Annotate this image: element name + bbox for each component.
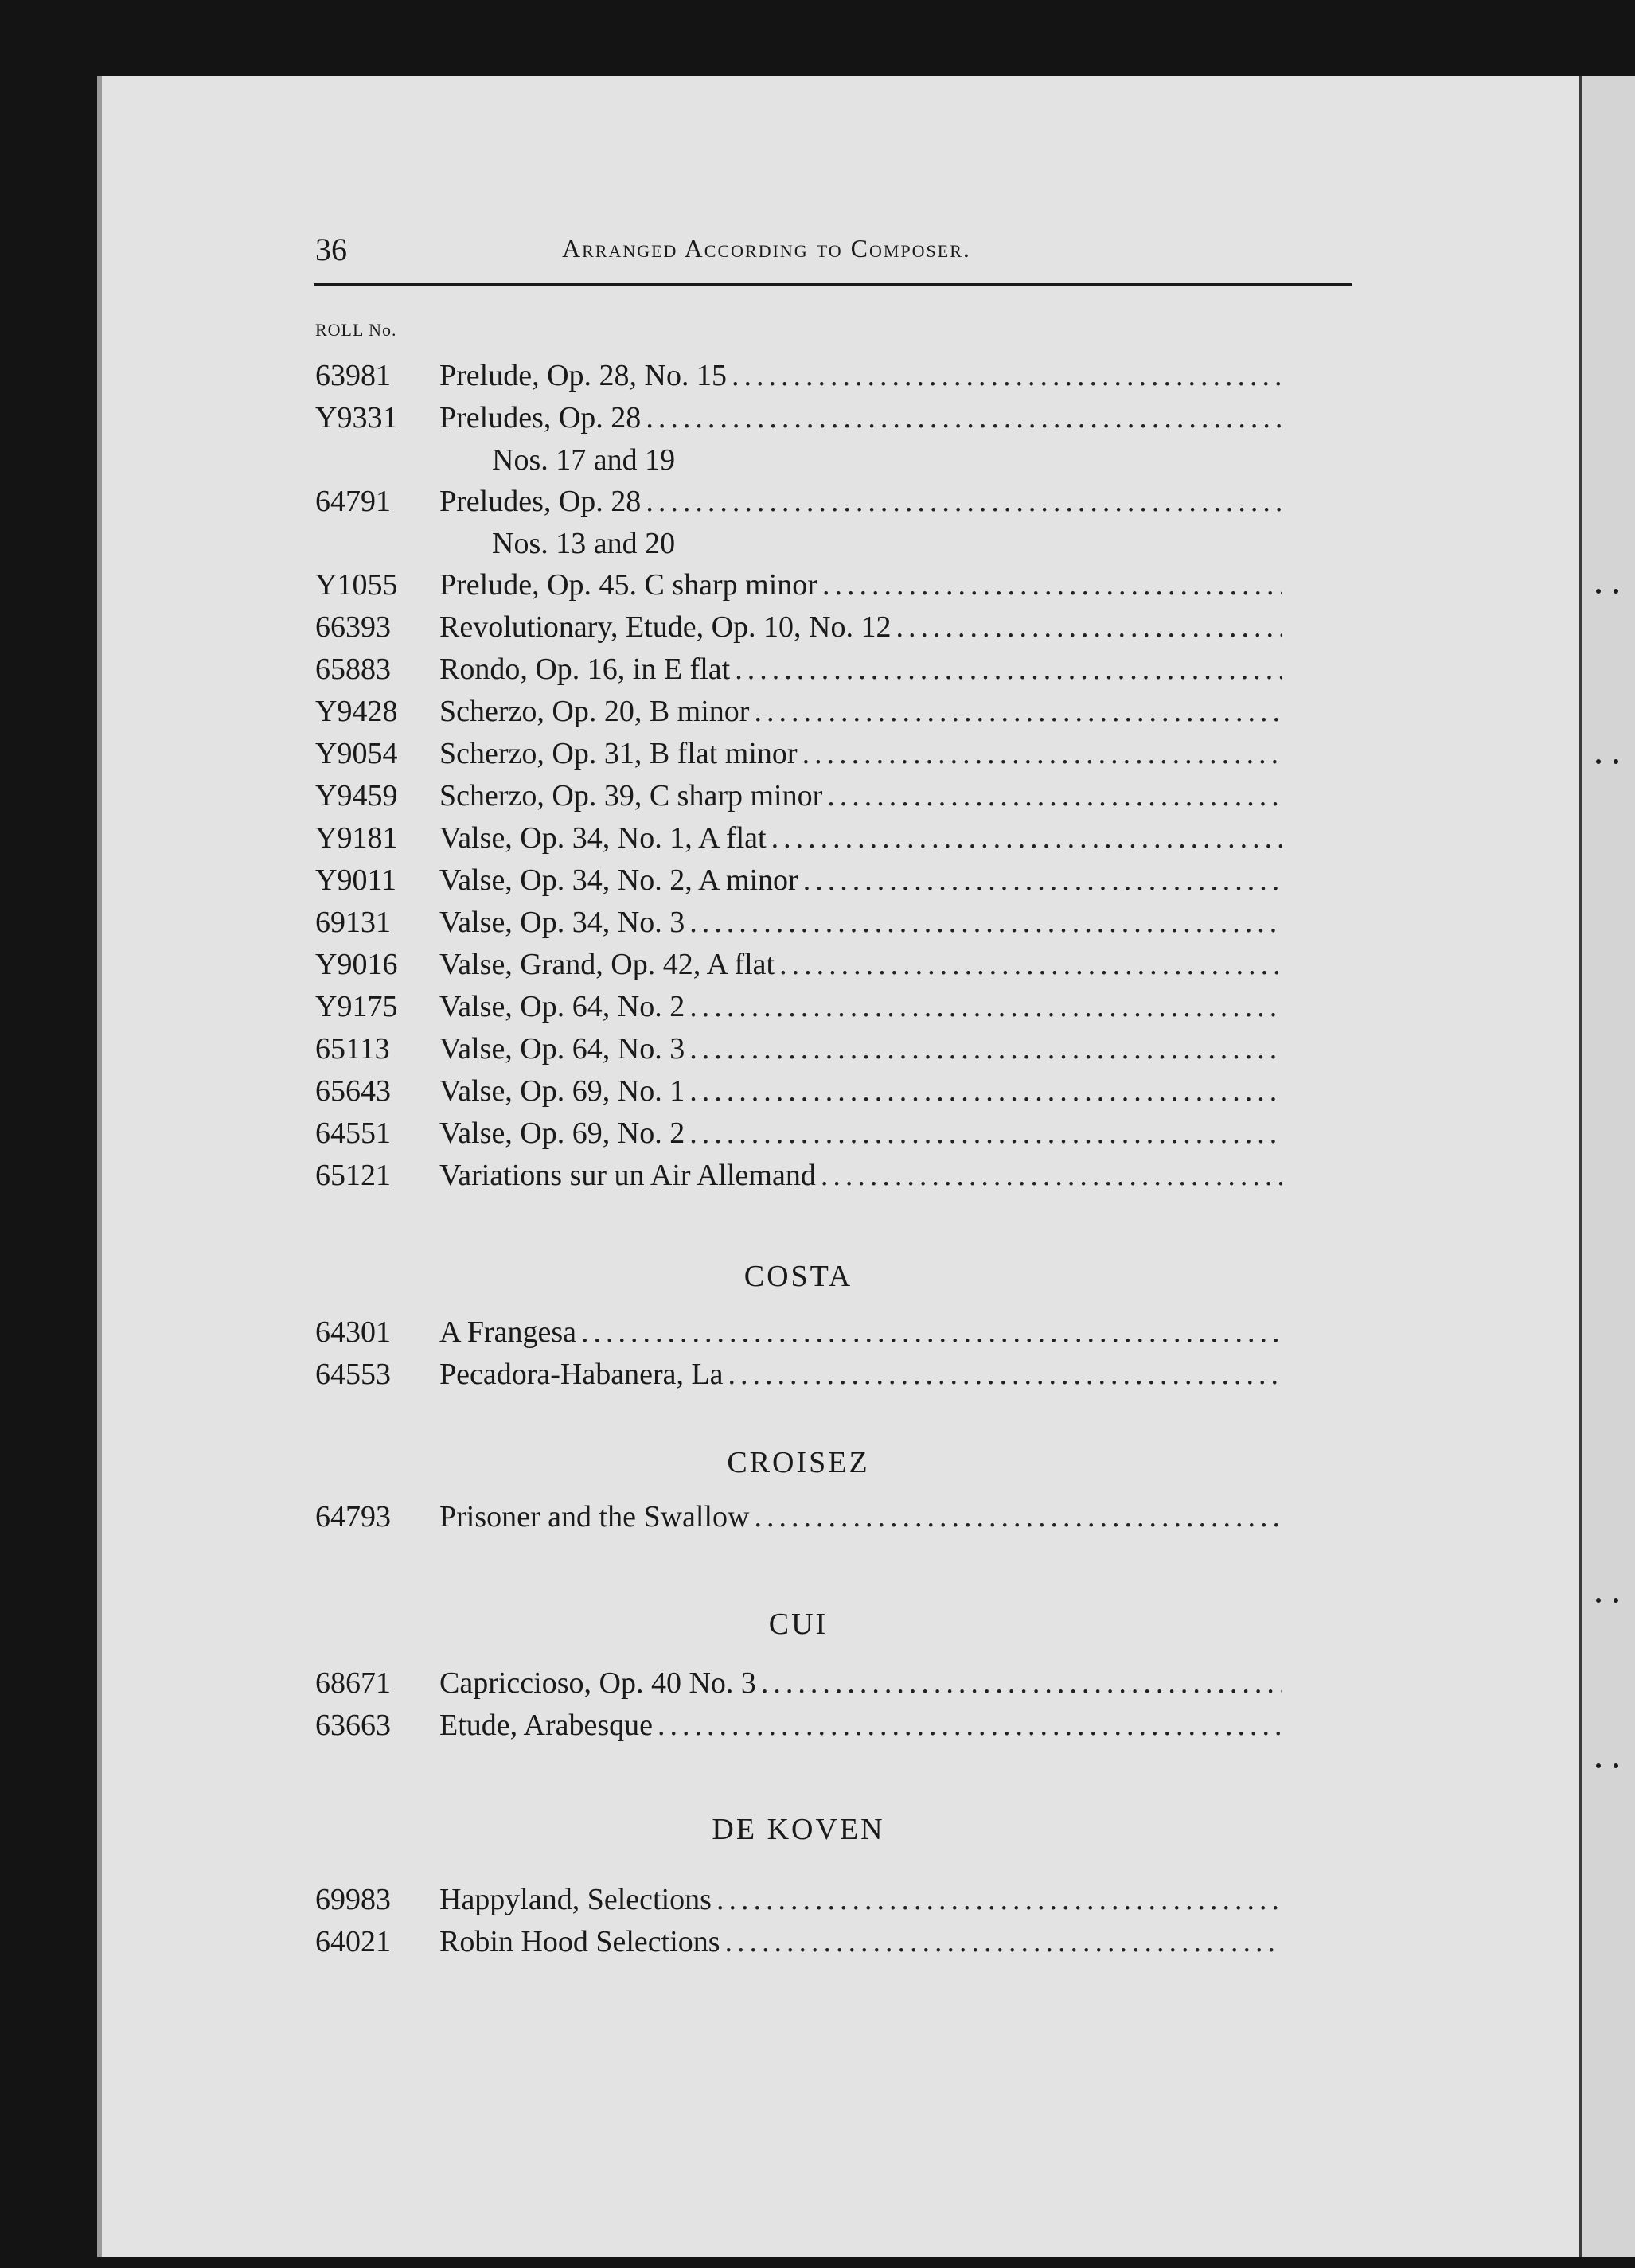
- piece-title: Valse, Op. 69, No. 1: [439, 1074, 685, 1108]
- dot-leader: [689, 989, 1282, 1024]
- page-header: [315, 231, 1352, 286]
- piece-title: Valse, Op. 64, No. 3: [439, 1032, 685, 1066]
- piece-title: Revolutionary, Etude, Op. 10, No. 12: [439, 610, 892, 644]
- catalog-entry: [315, 1708, 1282, 1750]
- catalog-entry: [315, 778, 1282, 820]
- catalog-entry: [315, 567, 1282, 610]
- piece-subtitle: Nos. 13 and 20: [492, 527, 676, 560]
- header-rule: [314, 283, 1352, 286]
- roll-number: 65113: [315, 1032, 390, 1066]
- dot-leader: [779, 947, 1282, 982]
- dot-leader: [754, 1499, 1282, 1534]
- roll-number: 64551: [315, 1116, 391, 1150]
- piece-title: Capriccioso, Op. 40 No. 3: [439, 1666, 756, 1700]
- page-number: 36: [315, 232, 347, 267]
- edge-mark: [1596, 1598, 1601, 1603]
- piece-title: Valse, Op. 69, No. 2: [439, 1116, 685, 1150]
- dot-leader: [689, 905, 1282, 940]
- catalog-entry: [315, 1031, 1282, 1074]
- dot-leader: [725, 1924, 1282, 1959]
- piece-title: Rondo, Op. 16, in E flat: [439, 653, 731, 686]
- piece-title: Preludes, Op. 28: [439, 401, 642, 435]
- catalog-entry: [315, 1924, 1282, 1966]
- roll-number: Y9011: [315, 863, 397, 897]
- composer-heading-cui: CUI: [768, 1607, 829, 1641]
- roll-number: 63663: [315, 1709, 391, 1742]
- catalog-entry: [315, 736, 1282, 778]
- catalog-entry: [315, 484, 1282, 526]
- dot-leader: [802, 736, 1282, 771]
- catalog-entry: [315, 1666, 1282, 1708]
- piece-title: Robin Hood Selections: [439, 1925, 720, 1958]
- dot-leader: [735, 652, 1282, 687]
- roll-number: 66393: [315, 610, 391, 644]
- piece-title: Valse, Grand, Op. 42, A flat: [439, 948, 775, 981]
- dot-leader: [821, 1158, 1282, 1193]
- dot-leader: [771, 820, 1282, 855]
- edge-mark: [1596, 589, 1601, 594]
- roll-number: 63981: [315, 359, 391, 392]
- piece-title: Pecadora-Habanera, La: [439, 1358, 724, 1391]
- catalog-entry: [315, 947, 1282, 989]
- roll-number: Y9459: [315, 779, 398, 813]
- roll-number: 64553: [315, 1358, 391, 1391]
- catalog-listing: [315, 358, 1282, 1966]
- piece-title: Prisoner and the Swallow: [439, 1500, 750, 1533]
- roll-number: Y9054: [315, 737, 398, 770]
- dot-leader: [761, 1666, 1282, 1701]
- catalog-entry: [315, 694, 1282, 736]
- catalog-entry: [315, 1499, 1282, 1541]
- catalog-entry: [315, 610, 1282, 652]
- dot-leader: [581, 1315, 1282, 1350]
- catalog-entry: [315, 905, 1282, 947]
- edge-mark: [1596, 1763, 1601, 1768]
- running-head: Arranged According to Composer.: [562, 234, 971, 263]
- catalog-entry: [315, 1116, 1282, 1158]
- roll-number: 68671: [315, 1666, 391, 1700]
- catalog-entry: [315, 989, 1282, 1031]
- dot-leader: [646, 400, 1282, 435]
- piece-title: A Frangesa: [439, 1315, 577, 1349]
- edge-mark: [1614, 589, 1618, 594]
- roll-number: Y9331: [315, 401, 398, 435]
- catalog-entry: [315, 1158, 1282, 1200]
- piece-subtitle: Nos. 17 and 19: [492, 443, 676, 477]
- piece-title: Prelude, Op. 45. C sharp minor: [439, 568, 818, 602]
- piece-title: Happyland, Selections: [439, 1883, 712, 1916]
- piece-title: Preludes, Op. 28: [439, 485, 642, 518]
- roll-number: 65121: [315, 1159, 391, 1192]
- piece-title: Etude, Arabesque: [439, 1709, 654, 1742]
- roll-number: Y9181: [315, 821, 398, 855]
- dot-leader: [646, 484, 1282, 519]
- catalog-entry: [315, 1882, 1282, 1924]
- dot-leader: [689, 1074, 1282, 1109]
- piece-title: Scherzo, Op. 31, B flat minor: [439, 737, 798, 770]
- dot-leader: [728, 1357, 1282, 1392]
- roll-number: 64021: [315, 1925, 391, 1958]
- dot-leader: [716, 1882, 1282, 1917]
- catalog-entry: [315, 863, 1282, 905]
- dot-leader: [658, 1708, 1282, 1743]
- roll-number: Y9016: [315, 948, 398, 981]
- roll-number: Y9175: [315, 990, 398, 1023]
- composer-heading-costa: COSTA: [743, 1260, 853, 1293]
- edge-mark: [1614, 1763, 1618, 1768]
- roll-number: 69131: [315, 906, 391, 939]
- roll-number-column-label: ROLL No.: [315, 320, 397, 340]
- dot-leader: [732, 358, 1282, 393]
- piece-title: Scherzo, Op. 20, B minor: [439, 695, 750, 728]
- dot-leader: [822, 567, 1282, 602]
- catalog-entry: [315, 1074, 1282, 1116]
- roll-number: 65643: [315, 1074, 391, 1108]
- facing-page-edge: [1579, 76, 1635, 2257]
- catalog-entry: [315, 358, 1282, 400]
- edge-mark: [1614, 759, 1618, 764]
- composer-heading-croisez: CROISEZ: [727, 1446, 870, 1479]
- roll-number: 64301: [315, 1315, 391, 1349]
- dot-leader: [896, 610, 1282, 645]
- piece-title: Prelude, Op. 28, No. 15: [439, 359, 727, 392]
- roll-number: 69983: [315, 1883, 391, 1916]
- piece-title: Valse, Op. 34, No. 2, A minor: [439, 863, 798, 897]
- dot-leader: [689, 1116, 1282, 1151]
- dot-leader: [689, 1031, 1282, 1066]
- roll-number: 64791: [315, 485, 391, 518]
- catalog-entry: [315, 1357, 1282, 1399]
- edge-mark: [1614, 1598, 1618, 1603]
- dot-leader: [754, 694, 1282, 729]
- dot-leader: [803, 863, 1282, 898]
- piece-title: Variations sur un Air Allemand: [439, 1159, 816, 1192]
- composer-heading-de-koven: DE KOVEN: [712, 1813, 885, 1846]
- roll-number: 65883: [315, 653, 391, 686]
- piece-title: Valse, Op. 34, No. 1, A flat: [439, 821, 767, 855]
- roll-number: 64793: [315, 1500, 391, 1533]
- catalog-entry: [315, 1315, 1282, 1357]
- piece-title: Scherzo, Op. 39, C sharp minor: [439, 779, 823, 813]
- piece-title: Valse, Op. 64, No. 2: [439, 990, 685, 1023]
- catalog-entry: [315, 400, 1282, 442]
- roll-number: Y9428: [315, 695, 398, 728]
- dot-leader: [827, 778, 1282, 813]
- edge-mark: [1596, 759, 1601, 764]
- piece-title: Valse, Op. 34, No. 3: [439, 906, 685, 939]
- catalog-entry: [315, 820, 1282, 863]
- catalog-entry: [315, 652, 1282, 694]
- roll-number: Y1055: [315, 568, 398, 602]
